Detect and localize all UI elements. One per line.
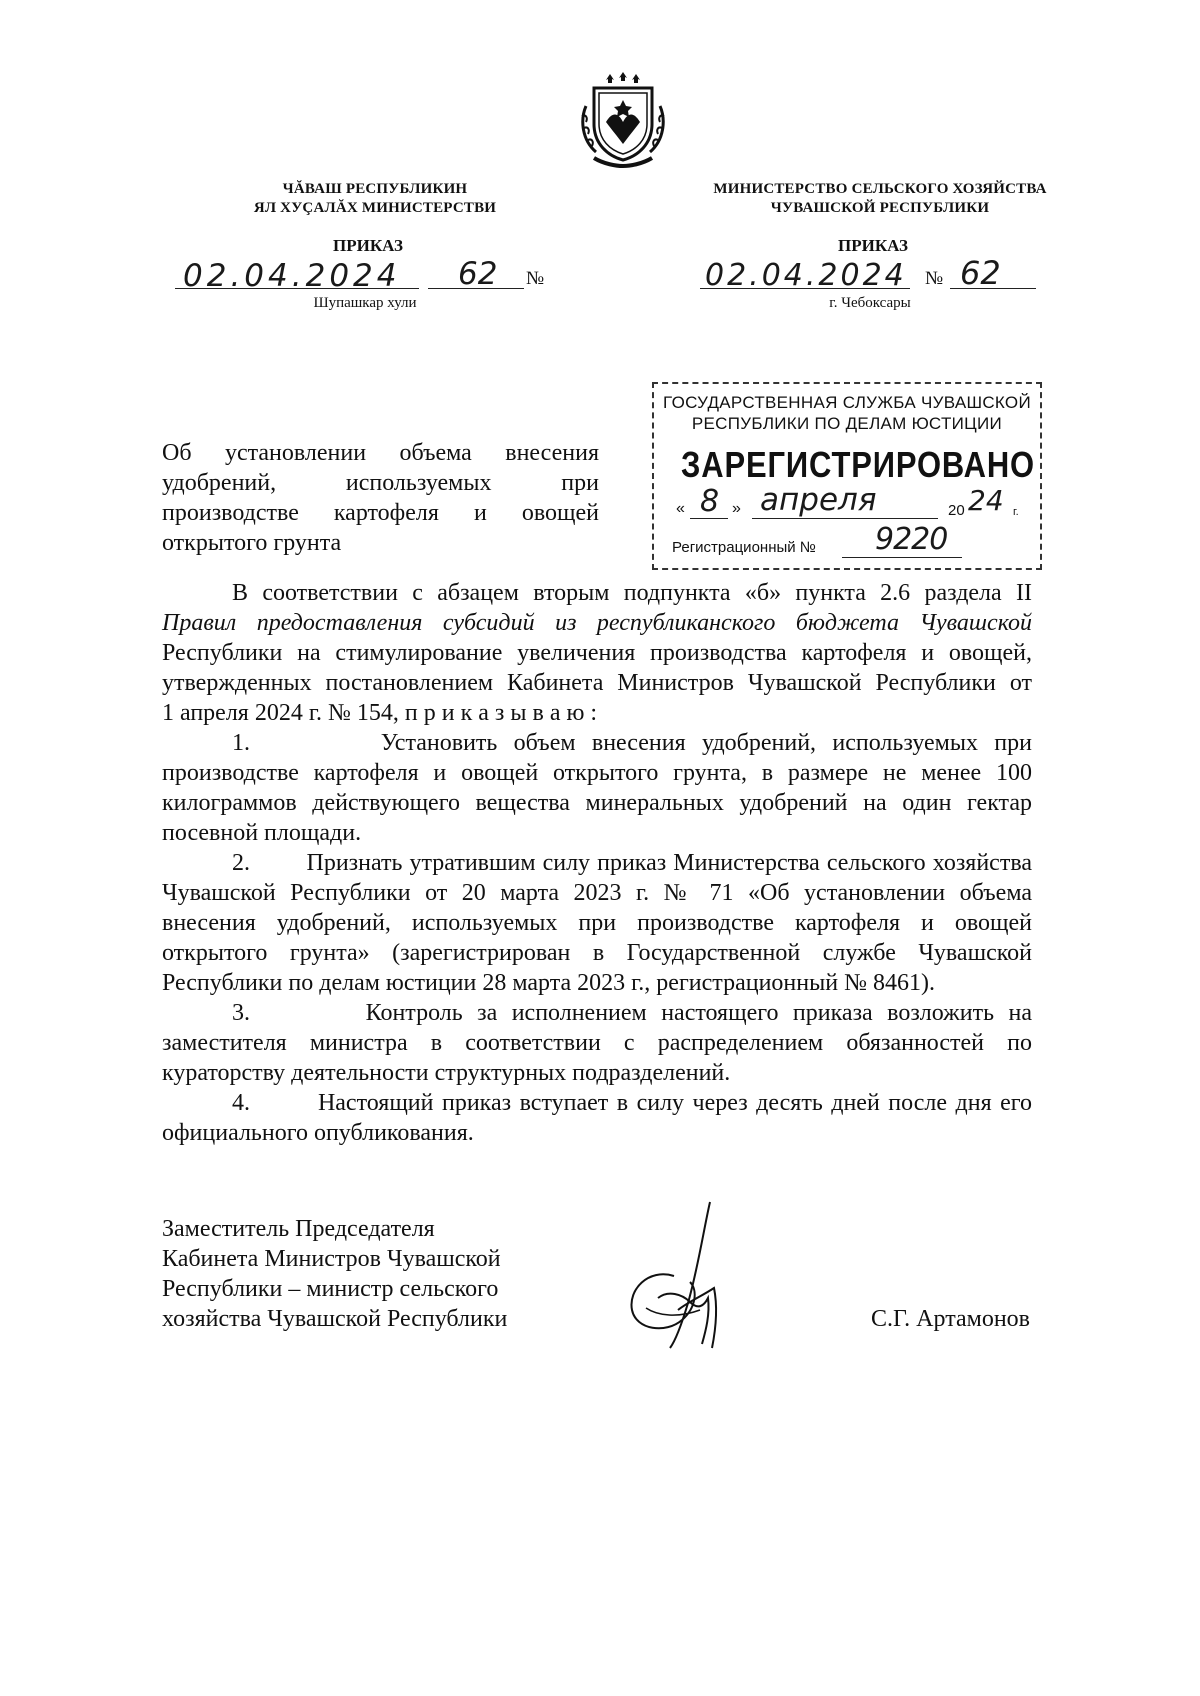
right-date-handwritten: 02.04.2024 bbox=[705, 258, 907, 293]
subject-block bbox=[162, 438, 599, 558]
intro-line: В соответствии с абзацем вторым подпункта «б» пункта 2.6 раздела II bbox=[232, 580, 1032, 606]
item1-line: посевной площади. bbox=[162, 820, 362, 846]
right-number-sign: № bbox=[925, 268, 944, 289]
stamp-year-suffix: 24 bbox=[968, 484, 1004, 517]
stamp-year-prefix: 20 bbox=[948, 502, 965, 519]
subject-word: и bbox=[473, 500, 487, 526]
signatory-name: С.Г. Артамонов bbox=[871, 1306, 1030, 1332]
item2-line: внесения удобрений, используемых при производстве картофеля и овощей bbox=[162, 910, 1032, 936]
subject-word: Об bbox=[162, 440, 192, 466]
right-city: г. Чебоксары bbox=[829, 295, 911, 311]
intro-line: 1 апреля 2024 г. № 154, п р и к а з ы в а ю : bbox=[162, 700, 598, 726]
stamp-reg-number: 9220 bbox=[875, 522, 948, 557]
item3-line: кураторству деятельности структурных подразделений. bbox=[162, 1060, 731, 1086]
signatory-position bbox=[162, 1214, 582, 1334]
item4-line: официального опубликования. bbox=[162, 1120, 474, 1146]
item2-line: открытого грунта» (зарегистрирован в Государственной службе Чувашской bbox=[162, 940, 1032, 966]
subject-word: удобрений, bbox=[162, 470, 277, 496]
subject-line4: открытого грунта bbox=[162, 530, 342, 556]
stamp-year-unit: г. bbox=[1013, 506, 1019, 518]
handwritten-signature bbox=[618, 1198, 748, 1368]
subject-word: производстве bbox=[162, 500, 299, 526]
subject-word: при bbox=[561, 470, 599, 496]
header-left-line2: ЯЛ ХУÇАЛĂХ МИНИСТЕРСТВИ bbox=[253, 200, 497, 216]
item3-line: заместителя министра в соответствии с распределением обязанностей по bbox=[162, 1030, 1032, 1056]
position-line: хозяйства Чувашской Республики bbox=[162, 1306, 508, 1332]
item4-line: 4. Настоящий приказ вступает в силу через десять дней после дня его bbox=[232, 1090, 1032, 1116]
stamp-day: 8 bbox=[700, 484, 720, 519]
left-number-sign: № bbox=[526, 268, 545, 289]
coat-of-arms-emblem bbox=[572, 66, 674, 170]
stamp-status: ЗАРЕГИСТРИРОВАНО bbox=[681, 444, 1035, 485]
item1-line: 1. Установить объем внесения удобрений, используемых при bbox=[232, 730, 1032, 756]
position-line: Заместитель Председателя bbox=[162, 1216, 435, 1242]
left-city: Шупашкар хули bbox=[313, 295, 417, 311]
left-date-handwritten: 02.04.2024 bbox=[183, 258, 401, 294]
stamp-reg-line bbox=[842, 557, 962, 558]
right-number-handwritten: 62 bbox=[960, 254, 1001, 292]
item3-line: 3. Контроль за исполнением настоящего приказа возложить на bbox=[232, 1000, 1032, 1026]
header-left-line1: ЧĂВАШ РЕСПУБЛИКИН bbox=[282, 181, 468, 197]
intro-line: утвержденных постановлением Кабинета Министров Чувашской Республики от bbox=[162, 670, 1032, 696]
stamp-quote-open: « bbox=[676, 500, 685, 517]
stamp-line1: ГОСУДАРСТВЕННАЯ СЛУЖБА ЧУВАШСКОЙ bbox=[663, 393, 1031, 412]
item2-line: 2. Признать утратившим силу приказ Министерства сельского хозяйства bbox=[232, 850, 1032, 876]
intro-line: Республики на стимулирование увеличения производства картофеля и овощей, bbox=[162, 640, 1032, 666]
subject-word: используемых bbox=[345, 470, 492, 496]
item2-line: Чувашской Республики от 20 марта 2023 г. № 71 «Об установлении объема bbox=[162, 880, 1032, 906]
item2-line: Республики по делам юстиции 28 марта 2023 г., регистрационный № 8461). bbox=[162, 970, 935, 996]
stamp-day-line bbox=[690, 518, 728, 519]
stamp-quote-close: » bbox=[732, 500, 741, 517]
intro-line: Правил предоставления субсидий из республиканского бюджета Чувашской bbox=[162, 610, 1032, 636]
stamp-reg-label: Регистрационный № bbox=[672, 539, 816, 556]
right-prikaz-title: ПРИКАЗ bbox=[838, 236, 908, 255]
subject-word: установлении bbox=[224, 440, 367, 466]
item1-line: производстве картофеля и овощей открытого грунта, в размере не менее 100 bbox=[162, 760, 1032, 786]
stamp-line2: РЕСПУБЛИКИ ПО ДЕЛАМ ЮСТИЦИИ bbox=[691, 414, 1003, 433]
subject-word: внесения bbox=[505, 440, 599, 466]
header-right-line1: МИНИСТЕРСТВО СЕЛЬСКОГО ХОЗЯЙСТВА bbox=[713, 181, 1047, 197]
subject-word: овощей bbox=[521, 500, 599, 526]
header-right-line2: ЧУВАШСКОЙ РЕСПУБЛИКИ bbox=[770, 200, 990, 216]
stamp-month: апреля bbox=[760, 482, 877, 518]
left-number-handwritten: 62 bbox=[458, 256, 498, 292]
item1-line: килограммов действующего вещества минеральных удобрений на один гектар bbox=[162, 790, 1032, 816]
left-prikaz-title: ПРИКАЗ bbox=[333, 236, 403, 255]
order-body bbox=[162, 578, 1032, 1148]
stamp-month-line bbox=[752, 518, 938, 519]
subject-word: картофеля bbox=[333, 500, 439, 526]
position-line: Республики – министр сельского bbox=[162, 1276, 499, 1302]
subject-word: объема bbox=[399, 440, 472, 466]
position-line: Кабинета Министров Чувашской bbox=[162, 1246, 501, 1272]
